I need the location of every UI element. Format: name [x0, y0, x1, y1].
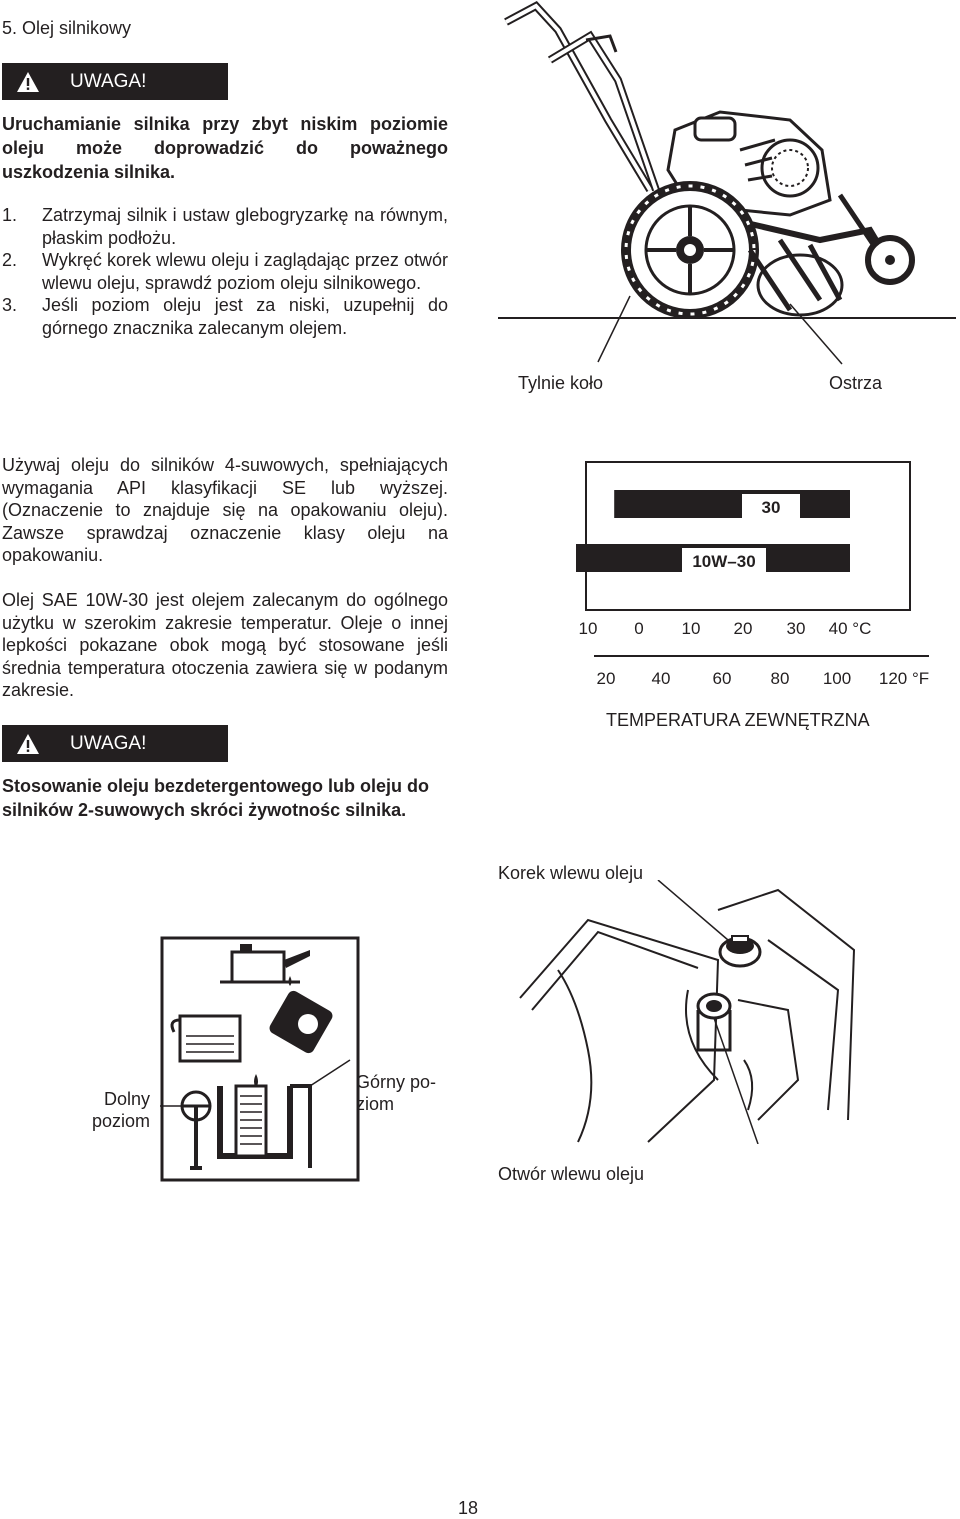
- chart-frame: [586, 462, 910, 610]
- chart-bar-label: 30: [761, 498, 781, 517]
- viscosity-chart: [574, 460, 934, 735]
- oil-level-decal: [160, 936, 360, 1182]
- warning-text: Uruchamianie silnika przy zbyt niskim poziomie oleju może doprowadzić do poważnego uszkodzenia silnika.: [2, 114, 448, 182]
- label-low-level: Dolny poziom: [91, 1089, 150, 1131]
- chart-bar: [614, 490, 850, 518]
- warning-label: UWAGA!: [70, 70, 147, 92]
- chart-tick-celsius: 40 °C: [828, 619, 872, 638]
- chart-tick-celsius: 0: [634, 619, 644, 638]
- list-item: 2. Wykręć korek wlewu oleju i zaglądając przez otwór wlewu oleju, sprawdź poziom oleju silnikowego.: [2, 250, 448, 293]
- oil-filler-illustration: [518, 880, 860, 1144]
- label-filler-hole: Otwór wlewu oleju: [498, 1164, 645, 1184]
- chart-tick-fahrenheit: 40: [651, 669, 671, 688]
- warning-text-2: Stosowanie oleju bezdetergentowego lub oleju do silników 2-suwowych skróci żywotnośc silnika.: [2, 776, 430, 820]
- tiller-illustration: [490, 0, 960, 400]
- oil-requirements-paragraph: Używaj oleju do silników 4-suwowych, spełniających wymagania API klasyfikacji SE lub wyższej. (Oznaczenie to znajduje się na opakowaniu oleju). Zawsze sprawdzaj oznaczenie klasy oleju na opakowaniu.: [2, 455, 448, 565]
- sae-paragraph: Olej SAE 10W-30 jest olejem zalecanym do ogólnego użytku w szerokim zakresie temperatur. Oleje o innej lepkości pokazane obok mogą być stosowane jeśli średnia temperatura otoczenia zawiera się w podanym zakresie.: [2, 590, 448, 700]
- chart-tick-fahrenheit: 100: [822, 669, 852, 688]
- warning-triangle-icon: [16, 733, 40, 755]
- chart-tick-fahrenheit: 60: [712, 669, 732, 688]
- label-blades: Ostrza: [829, 373, 883, 393]
- label-high-level: Górny po- ziom: [356, 1072, 437, 1114]
- chart-tick-fahrenheit: 80: [770, 669, 790, 688]
- chart-tick-celsius: 30: [786, 619, 806, 638]
- steps-list: [2, 204, 448, 339]
- label-rear-wheel: Tylnie koło: [518, 373, 604, 393]
- chart-tick-fahrenheit: 120 °F: [878, 669, 930, 688]
- chart-x-axis-label: TEMPERATURA ZEWNĘTRZNA: [606, 710, 870, 730]
- chart-tick-celsius: 20: [733, 619, 753, 638]
- chart-tick-celsius: 10: [578, 619, 598, 638]
- chart-tick-fahrenheit: 20: [596, 669, 616, 688]
- list-item: 3. Jeśli poziom oleju jest za niski, uzupełnij do górnego znacznika zalecanym olejem.: [2, 295, 448, 338]
- page-number: 18: [458, 1498, 479, 1518]
- list-item: 1. Zatrzymaj silnik i ustaw glebogryzarkę na równym, płaskim podłożu.: [2, 205, 448, 248]
- label-filler-cap: Korek wlewu oleju: [498, 863, 644, 883]
- chart-bar-label: 10W–30: [692, 552, 756, 571]
- warning-triangle-icon: [16, 71, 40, 93]
- section-title: 5. Olej silnikowy: [2, 18, 132, 38]
- warning-banner: [2, 63, 228, 100]
- warning-label: UWAGA!: [70, 732, 147, 754]
- warning-banner-2: [2, 725, 228, 762]
- chart-tick-celsius: 10: [681, 619, 701, 638]
